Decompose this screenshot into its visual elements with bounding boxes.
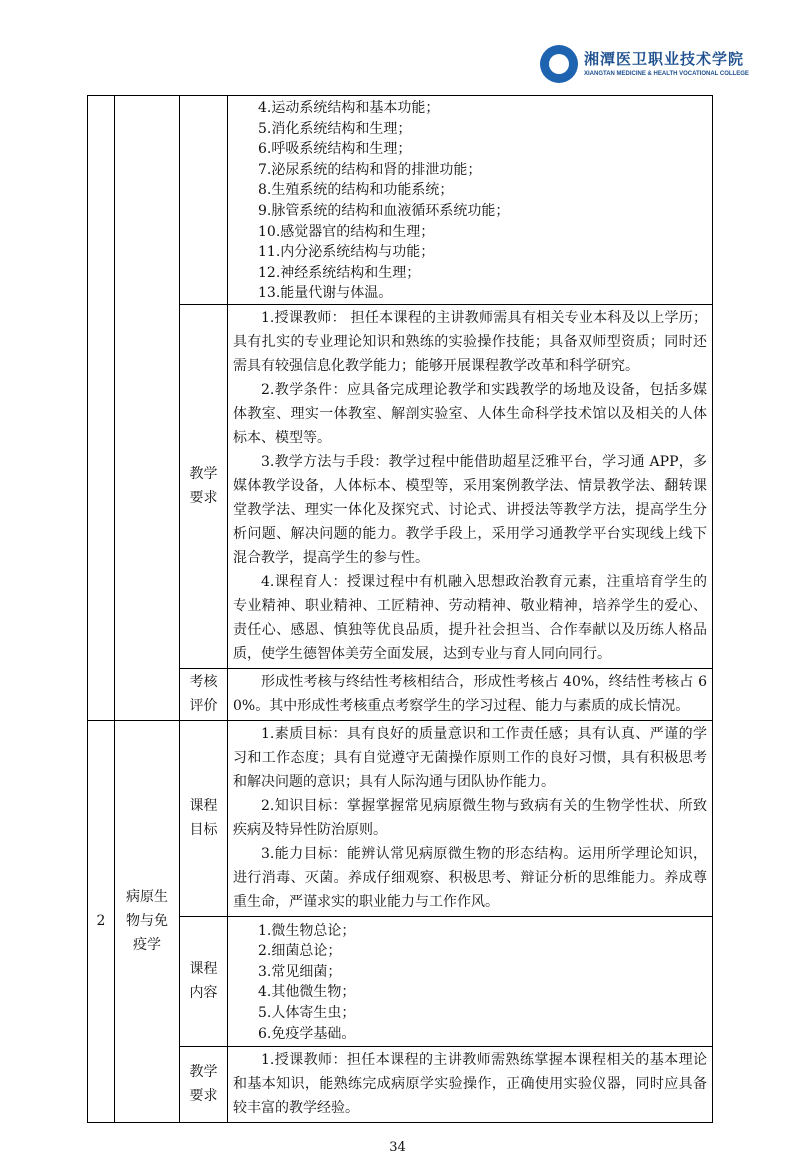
paragraph: 4.课程育人：授课过程中有机融入思想政治教育元素，注重培育学生的专业精神、职业精神、工匠精神、劳动精神、敬业精神，培养学生的爱心、责任心、感恩、慎独等优良品质，提升社会担当、合作奉献以及历练人格品质，使学生德智体美劳全面发展，达到专业与育人同向同行。	[233, 573, 707, 662]
curriculum-table	[87, 95, 713, 1123]
list-item: 1.微生物总论；	[258, 922, 356, 939]
paragraph: 3.教学方法与手段：教学过程中能借助超星泛雅平台，学习通 APP，多媒体教学设备，人体标本、模型等，采用案例教学法、情景教学法、翻转课堂教学法、理实一体化及探究式、讨论式、讲授法等教学方法，提高学生分析问题、解决问题的能力。教学手段上，采用学习通教学平台实现线上线下混合教学，提高学生的参与性。	[233, 453, 707, 566]
paragraph: 1.授课教师： 担任本课程的主讲教师需具有相关专业本科及以上学历；具有扎实的专业理论知识和熟练的实验操作技能；具备双师型资质；同时还需具有较强信息化教学能力；能够开展课程教学改革和科学研究。	[233, 309, 707, 374]
list-item: 5.消化系统结构和生理；	[258, 120, 412, 137]
page-body	[87, 95, 708, 1156]
paragraph: 1.授课教师：担任本课程的主讲教师需熟练掌握本课程相关的基本理论和基本知识，能熟练完成病原学实验操作，正确使用实验仪器，同时应具备较丰富的教学经验。	[233, 1051, 707, 1116]
teaching-req-label: 教学 要求	[180, 304, 228, 668]
list-item: 13.能量代谢与体温。	[258, 285, 393, 302]
assessment-cell	[228, 668, 713, 720]
goals-label: 课程 目标	[180, 720, 228, 916]
list-item: 8.生殖系统的结构和功能系统；	[258, 182, 454, 199]
list-item: 4.其他微生物；	[258, 984, 356, 1001]
content-label: 课程 内容	[180, 916, 228, 1046]
paragraph: 2.教学条件：应具备完成理论教学和实践教学的场地及设备，包括多媒体教室、理实一体教室、解剖实验室、人体生命科学技术馆以及相关的人体标本、模型等。	[233, 381, 707, 446]
logo-name-cn: 湘潭医卫职业技术学院	[584, 49, 745, 68]
paragraph: 形成性考核与终结性考核相结合，形成性考核占 40%，终结性考核占 60%。其中形成性考核重点考察学生的学习过程、能力与素质的成长情况。	[233, 673, 707, 714]
page-number: 34	[389, 1139, 406, 1155]
list-item: 4.运动系统结构和基本功能；	[258, 100, 440, 116]
logo-name-en: XIANGTAN MEDICINE & HEALTH VOCATIONAL COLLEGE	[584, 70, 749, 77]
college-seal-icon	[540, 45, 578, 83]
college-logo	[540, 45, 749, 83]
teaching-req-cell	[228, 304, 713, 668]
list-item: 10.感觉器官的结构和生理；	[258, 223, 435, 240]
teaching-req-cell	[228, 1046, 713, 1122]
list-item: 5.人体寄生虫；	[258, 1005, 356, 1022]
course-name-cell	[115, 96, 180, 721]
paragraph: 2.知识目标：掌握掌握常见病原微生物与致病有关的生物学性状、所致疾病及特异性防治原则。	[233, 797, 707, 838]
course-name: 病原生 物与免 疫学	[115, 720, 180, 1122]
list-item: 6.呼吸系统结构和生理；	[258, 141, 412, 158]
list-item: 9.脉管系统的结构和血液循环系统功能；	[258, 202, 510, 219]
assessment-label: 考核 评价	[180, 668, 228, 720]
course-content-cell	[228, 96, 713, 305]
list-item: 12.神经系统结构和生理；	[258, 264, 421, 281]
paragraph: 3.能力目标：能辨认常见病原微生物的形态结构。运用所学理论知识，进行消毒、灭菌。养成仔细观察、积极思考、辩证分析的思维能力。养成尊重生命，严谨求实的职业能力与工作作风。	[233, 845, 707, 910]
list-item: 3.常见细菌；	[258, 963, 342, 980]
course-content-cell	[228, 916, 713, 1046]
course-number: 2	[88, 720, 115, 1122]
list-item: 6.免疫学基础。	[258, 1025, 356, 1042]
list-item: 2.细菌总论；	[258, 943, 342, 960]
teaching-req-label: 教学 要求	[180, 1046, 228, 1122]
paragraph: 1.素质目标：具有良好的质量意识和工作责任感；具有认真、严谨的学习和工作态度；具有自觉遵守无菌操作原则工作的良好习惯，具有积极思考和解决问题的意识；具有人际沟通与团队协作能力。	[233, 725, 707, 790]
list-item: 11.内分泌系统结构与功能；	[258, 244, 435, 261]
content-label-cell	[180, 96, 228, 305]
list-item: 7.泌尿系统的结构和肾的排泄功能；	[258, 161, 482, 178]
course-number-cell	[88, 96, 115, 721]
goals-cell	[228, 720, 713, 916]
